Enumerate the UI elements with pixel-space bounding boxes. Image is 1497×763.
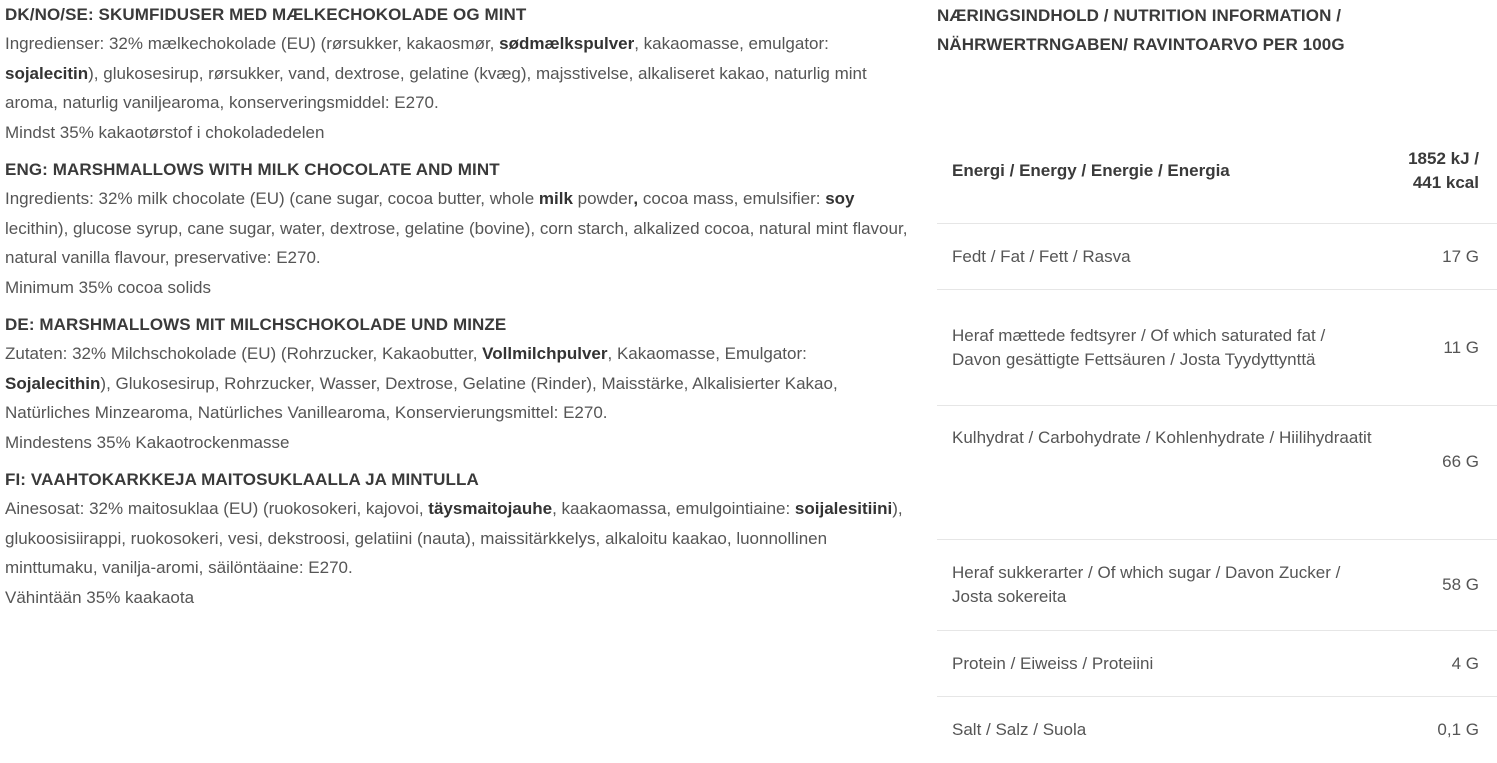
allergen-text: täysmaitojauhe xyxy=(428,499,553,518)
nutrition-row xyxy=(937,224,1497,290)
energy-label: Energi / Energy / Energie / Energia xyxy=(952,160,1230,180)
ingredients-section-de xyxy=(5,314,915,457)
ingredients-column xyxy=(5,0,915,624)
nutrition-table xyxy=(937,118,1497,763)
ingredient-text: cocoa mass, emulsifier: xyxy=(638,189,826,208)
ingredients-text xyxy=(5,339,915,428)
nutrition-title: NÆRINGSINDHOLD / NUTRITION INFORMATION / NÄHRWERTRNGABEN/ RAVINTOARVO PER 100G xyxy=(937,6,1345,54)
section-heading: ENG: MARSHMALLOWS WITH MILK CHOCOLATE AND MINT xyxy=(5,160,500,179)
ingredient-text: ), Glukosesirup, Rohrzucker, Wasser, Dextrose, Gelatine (Rinder), Maisstärke, Alkalisierter Kakao, Natürliches Minzearoma, Natürliches Vanillearoma, Konservierungsmittel: E270. xyxy=(5,373,838,422)
nutrition-row xyxy=(937,540,1497,631)
nutrition-panel xyxy=(937,0,1497,739)
nutrition-row xyxy=(937,406,1497,540)
allergen-text: milk xyxy=(538,189,573,208)
nutrient-label: Protein / Eiweiss / Proteiini xyxy=(952,653,1154,673)
nutrient-value: 4 G xyxy=(1451,653,1479,673)
allergen-text: sojalecitin xyxy=(5,63,89,83)
cocoa-note: Mindst 35% kakaotørstof i chokoladedelen xyxy=(5,122,325,142)
cocoa-note: Vähintään 35% kaakaota xyxy=(5,587,195,607)
ingredient-text: , kakaomasse, emulgator: xyxy=(634,34,829,53)
allergen-text: , xyxy=(633,189,639,208)
ingredients-text xyxy=(5,494,915,583)
ingredients-text xyxy=(5,184,915,273)
nutrient-label: Kulhydrat / Carbohydrate / Kohlenhydrate / Hiilihydraatit xyxy=(952,428,1372,447)
nutrient-label: Heraf sukkerarter / Of which sugar / Davon Zucker / Josta sokereita xyxy=(952,563,1341,606)
section-heading: FI: VAAHTOKARKKEJA MAITOSUKLAALLA JA MINTULLA xyxy=(5,470,479,489)
nutrition-row xyxy=(937,290,1497,406)
ingredient-text: , kaakaomassa, emulgointiaine: xyxy=(552,499,795,518)
energy-row xyxy=(937,118,1497,224)
section-heading: DE: MARSHMALLOWS MIT MILCHSCHOKOLADE UND MINZE xyxy=(5,315,507,334)
nutrient-value: 17 G xyxy=(1442,246,1479,266)
nutrient-value: 11 G xyxy=(1443,337,1479,357)
ingredient-text: , Kakaomasse, Emulgator: xyxy=(607,344,807,363)
ingredient-text: powder xyxy=(572,189,634,208)
ingredients-text xyxy=(5,29,915,118)
ingredients-section-fi xyxy=(5,469,915,612)
ingredient-text: ), glukosesirup, rørsukker, vand, dextrose, gelatine (kvæg), majsstivelse, alkaliseret kakao, naturlig mint aroma, naturlig vaniljearoma, konserveringsmiddel: E270. xyxy=(5,63,867,112)
allergen-text: soijalesitiini xyxy=(794,499,893,518)
cocoa-note: Minimum 35% cocoa solids xyxy=(5,277,211,297)
nutrient-value: 66 G xyxy=(1442,452,1479,471)
nutrient-label: Fedt / Fat / Fett / Rasva xyxy=(952,246,1131,266)
ingredient-text: ), glukoosisiirappi, ruokosokeri, vesi, dekstroosi, gelatiini (nauta), maissitärkkelys, alkaloitu kaakao, luonnollinen minttumaku, vanilja-aromi, säilöntäaine: E270. xyxy=(5,499,903,577)
allergen-text: Sojalecithin xyxy=(5,373,101,393)
energy-value: 1852 kJ / 441 kcal xyxy=(1408,148,1479,192)
ingredient-text: Ingredienser: 32% mælkechokolade (EU) (rørsukker, kakaosmør, xyxy=(5,34,500,53)
cocoa-note: Mindestens 35% Kakaotrockenmasse xyxy=(5,432,290,452)
nutrient-label: Heraf mættede fedtsyrer / Of which saturated fat / Davon gesättigte Fettsäuren / Josta Tyydyttynttä xyxy=(952,325,1326,369)
nutrition-row xyxy=(937,697,1497,763)
nutrition-row xyxy=(937,631,1497,697)
ingredient-text: Ingredients: 32% milk chocolate (EU) (cane sugar, cocoa butter, whole xyxy=(5,189,539,208)
allergen-text: Vollmilchpulver xyxy=(482,344,608,363)
nutrient-label: Salt / Salz / Suola xyxy=(952,720,1087,739)
nutrient-value: 0,1 G xyxy=(1437,720,1479,739)
section-heading: DK/NO/SE: SKUMFIDUSER MED MÆLKECHOKOLADE OG MINT xyxy=(5,5,527,24)
ingredient-text: Ainesosat: 32% maitosuklaa (EU) (ruokosokeri, kajovoi, xyxy=(5,499,429,518)
ingredients-section-eng xyxy=(5,159,915,302)
allergen-text: sødmælkspulver xyxy=(499,34,635,53)
allergen-text: soy xyxy=(825,189,855,208)
ingredient-text: lecithin), glucose syrup, cane sugar, water, dextrose, gelatine (bovine), corn starch, alkalized cocoa, natural mint flavour, natural vanilla flavour, preservative: E270. xyxy=(5,218,908,267)
ingredient-text: Zutaten: 32% Milchschokolade (EU) (Rohrzucker, Kakaobutter, xyxy=(5,344,483,363)
nutrient-value: 58 G xyxy=(1442,575,1479,594)
ingredients-section-dk xyxy=(5,4,915,147)
